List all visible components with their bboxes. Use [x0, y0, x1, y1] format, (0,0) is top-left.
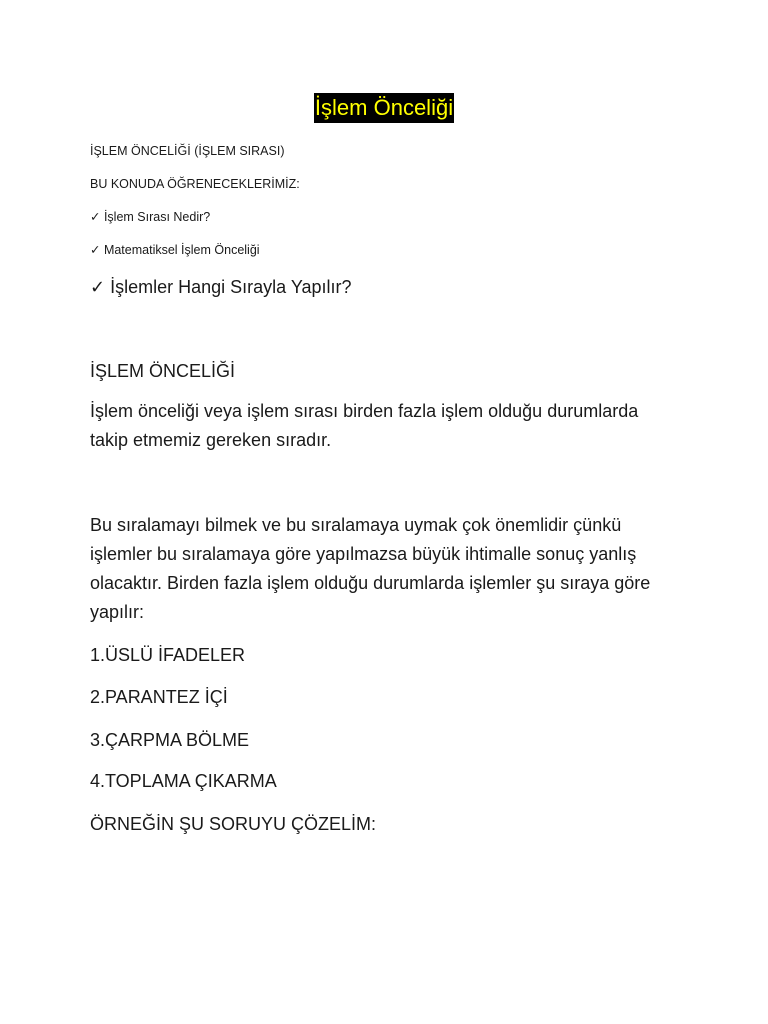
subtitle: İŞLEM ÖNCELİĞİ (İŞLEM SIRASI) [90, 144, 285, 158]
example-heading: ÖRNEĞİN ŞU SORUYU ÇÖZELİM: [90, 814, 377, 834]
order-item: 4.TOPLAMA ÇIKARMA [90, 771, 277, 791]
paragraph: Bu sıralamayı bilmek ve bu sıralamaya uymak çok önemlidir çünkü işlemler bu sıralamaya göre yapılmazsa büyük ihtimalle sonuç yanlış olacaktır. Birden fazla işlem olduğu durumlarda işlemler şu sıraya göre yapılır: [90, 515, 651, 622]
learn-item: ✓ İşlem Sırası Nedir? [90, 210, 211, 224]
document-title: İşlem Önceliği [314, 93, 454, 123]
learn-item: ✓ İşlemler Hangi Sırayla Yapılır? [90, 277, 352, 297]
section-heading: İŞLEM ÖNCELİĞİ [90, 361, 236, 381]
order-item: 1.ÜSLÜ İFADELER [90, 645, 246, 665]
learn-heading: BU KONUDA ÖĞRENECEKLERİMİZ: [90, 177, 300, 191]
title-container [0, 93, 768, 123]
order-item: 3.ÇARPMA BÖLME [90, 730, 250, 750]
paragraph: İşlem önceliği veya işlem sırası birden fazla işlem olduğu durumlarda takip etmemiz gereken sıradır. [90, 401, 639, 450]
learn-item: ✓ Matematiksel İşlem Önceliği [90, 243, 260, 257]
order-item: 2.PARANTEZ İÇİ [90, 687, 228, 707]
